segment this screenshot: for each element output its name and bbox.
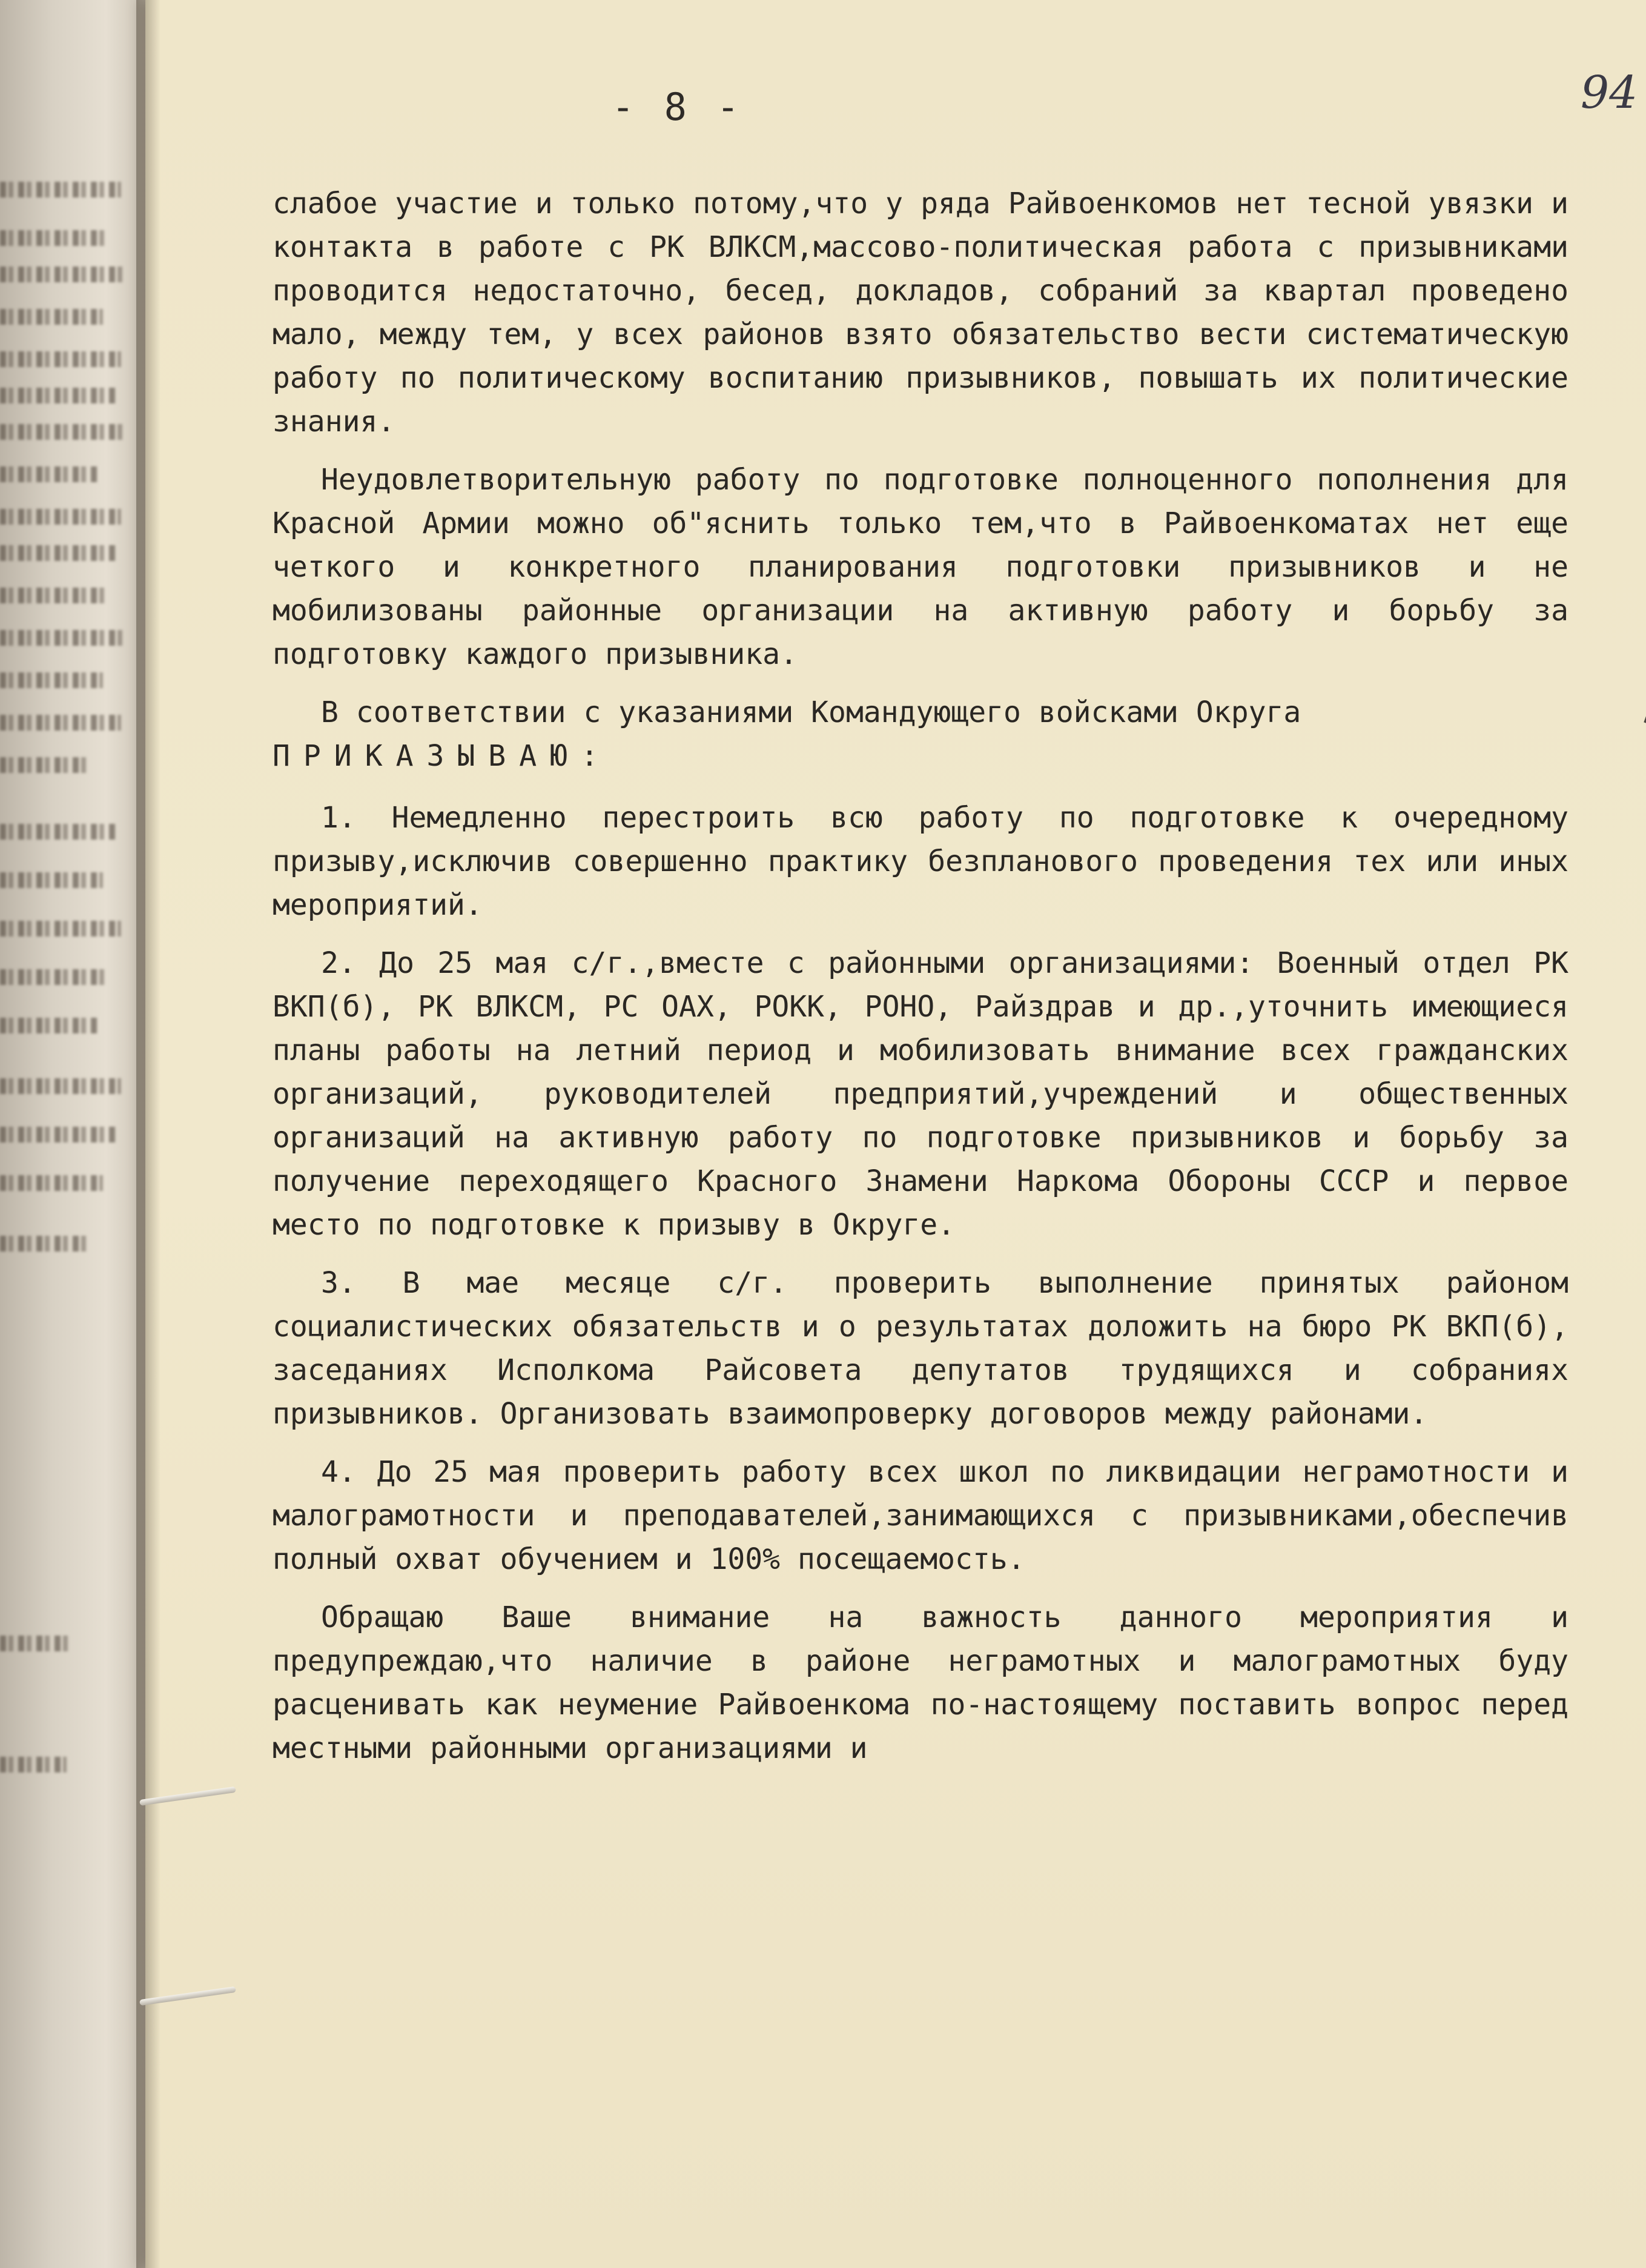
order-item-1: 1. Немедленно перестроить всю работу по подготовке к очередному призыву,исключив совершенно практику безпланового проведения тех или иных мероприятий. (273, 801, 1568, 922)
order-item-4: 4. До 25 мая проверить работу всех школ по ликвидации неграмотности и малограмотности и преподавателей,занимающихся с призывниками,обеспечив полный охват обучением и 100% посещаемость. (273, 1455, 1568, 1576)
archive-folio-number: 94 (1581, 67, 1638, 119)
document-body (273, 182, 1568, 1785)
document-page (145, 0, 1646, 2268)
paragraph-reference: В соответствии с указаниями Командующего войсками Округа (321, 695, 1301, 729)
paragraph-assessment: Неудовлетворительную работу по подготовке полноценного пополнения для Красной Армии можно об"яснить только тем,что в Райвоенкоматах нет еще четкого и конкретного планирования подготовки призывников и не мобилизованы районные организации на активную работу и борьбу за подготовку каждого призывника. (273, 463, 1568, 671)
paragraph-intro: слабое участие и только потому,что у ряда Райвоенкомов нет тесной увязки и контакта в работе с РК ВЛКСМ,массово-политическая работа с призывниками проводится недостаточно, бесед, докладов, собраний за квартал проведено мало, между тем, у всех районов взято обязательство вести систематическую работу по политическому воспитанию призывников, повышать их политические знания. (273, 187, 1568, 439)
order-item-3: 3. В мае месяце с/г. проверить выполнение принятых районом социалистических обязательств и о результатах доложить на бюро РК ВКП(б), заседаниях Исполкома Райсовета депутатов трудящихся и собраниях призывников. Организовать взаимопроверку договоров между районами. (273, 1266, 1568, 1431)
binding-shadow (136, 0, 160, 2268)
order-item-2: 2. До 25 мая с/г.,вместе с районными организациями: Военный отдел РК ВКП(б), РК ВЛКСМ, РС ОАХ, РОКК, РОНО, Райздрав и др.,уточнить имеющиеся планы работы на летний период и мобилизовать внимание всех гражданских организаций, руководителей предприятий,учреждений и общественных организаций на активную работу по подготовке призывников и борьбу за получение переходящего Красного Знамени Наркома Обороны СССР и первое место по подготовке к призыву в Округе. (273, 946, 1568, 1242)
previous-page-edge (0, 0, 151, 2268)
margin-mark (1644, 703, 1646, 723)
page-number: - 8 - (612, 85, 743, 129)
closing-paragraph: Обращаю Ваше внимание на важность данного мероприятия и предупреждаю,что наличие в районе неграмотных и малограмотных буду расценивать как неумение Райвоенкома по-настоящему поставить вопрос перед местными районными организациями и (273, 1600, 1568, 1765)
order-heading: ПРИКАЗЫВАЮ: (273, 739, 612, 773)
